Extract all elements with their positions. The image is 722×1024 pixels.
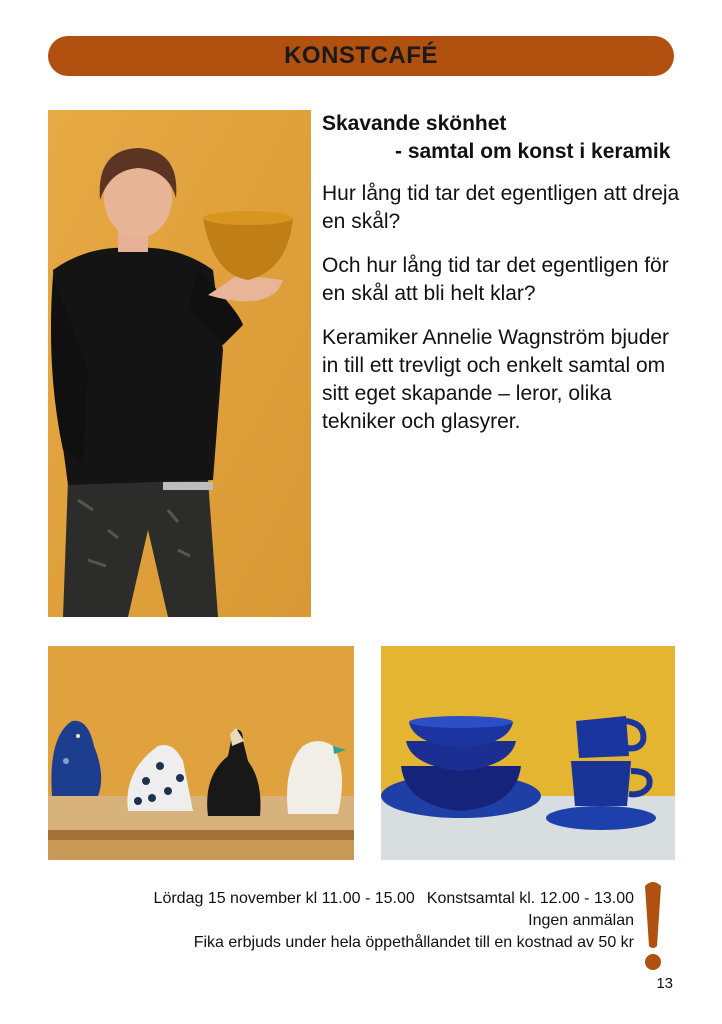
article-title: Skavande skönhet [322, 112, 507, 135]
event-details [154, 888, 634, 954]
page-number: 13 [656, 975, 673, 992]
article-subtitle: - samtal om konst i keramik [395, 140, 671, 163]
exclamation-mark-icon [643, 880, 663, 972]
event-talk-time: Konstsamtal kl. 12.00 - 13.00 [426, 890, 634, 907]
event-registration: Ingen anmälan [528, 912, 634, 929]
article-paragraph: Och hur lång tid tar det egentligen för en skål att bli helt klar? [322, 254, 669, 305]
event-date: Lördag 15 november kl 11.00 - 15.00 [153, 890, 415, 907]
ceramic-birds-photo [48, 646, 354, 860]
ceramicist-portrait-photo [48, 110, 311, 617]
page-title: KONSTCAFÉ [284, 42, 438, 69]
header-banner [48, 36, 674, 76]
article-text [322, 110, 684, 452]
article-paragraph: Hur lång tid tar det egentligen att dreja en skål? [322, 182, 680, 233]
event-fika: Fika erbjuds under hela öppethållandet till en kostnad av 50 kr [193, 934, 634, 951]
blue-bowls-photo [381, 646, 675, 860]
article-paragraph: Keramiker Annelie Wagnström bjuder in till ett trevligt och enkelt samtal om sitt eget skapande – leror, olika tekniker och glasyrer. [322, 326, 670, 433]
